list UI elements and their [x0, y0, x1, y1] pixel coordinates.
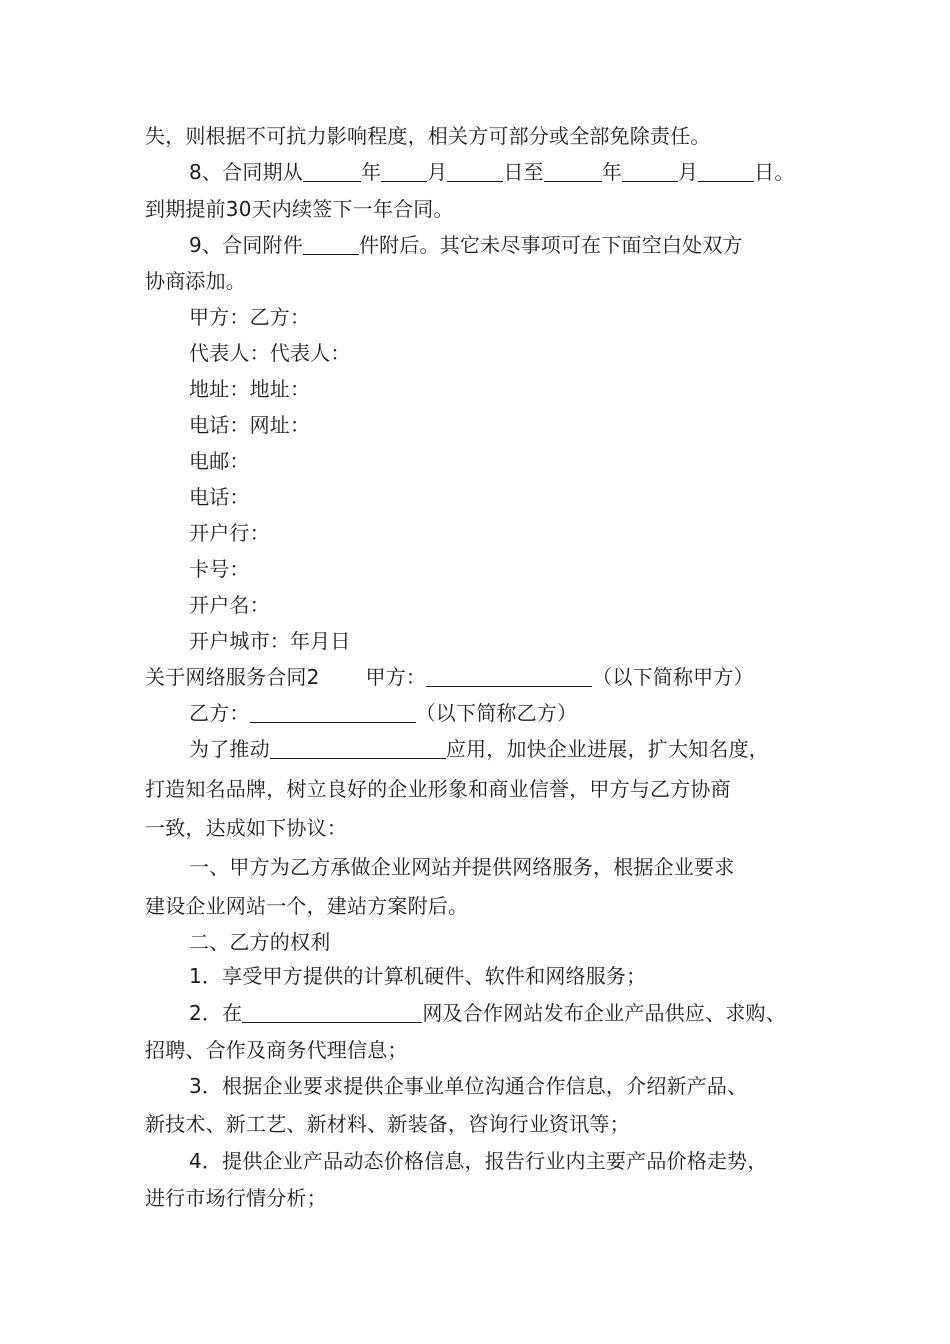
item2-line-2: 招聘、合作及商务代理信息； — [145, 1038, 408, 1062]
section2-title: 关于网络服务合同2 — [145, 665, 320, 689]
sign-line-account-city-date: 开户城市：年月日 — [189, 629, 351, 653]
party-b-blank — [250, 702, 416, 723]
item2-line-1 — [189, 1001, 786, 1025]
party-b-line — [189, 701, 577, 725]
item3-line-1: 3．根据企业要求提供企事业单位沟通合作信息，介绍新产品、 — [189, 1074, 748, 1098]
intro-line-3: 一致，达成如下协议： — [145, 816, 347, 840]
paragraph-attachments — [189, 233, 743, 257]
party-a-blank — [426, 666, 592, 687]
item4-line-2: 进行市场行情分析； — [145, 1186, 327, 1210]
paragraph-contract-period — [189, 160, 795, 184]
start-month-blank — [381, 161, 427, 182]
website-blank — [242, 1002, 422, 1023]
party-b-label: 乙方： — [189, 701, 250, 725]
end-day-label: 日。 — [754, 160, 795, 184]
end-month-label: 月 — [677, 160, 699, 184]
party-a-label: 甲方： — [365, 665, 427, 689]
sign-line-address: 地址：地址： — [189, 377, 311, 401]
start-day-label: 日至 — [503, 160, 544, 184]
sign-line-account-name: 开户名： — [189, 593, 270, 617]
section2-header-line — [145, 665, 754, 689]
party-a-suffix: （以下简称甲方） — [592, 665, 754, 689]
sign-line-parties: 甲方：乙方： — [189, 305, 311, 329]
sign-line-card-number: 卡号： — [189, 557, 250, 581]
intro-suffix: 应用，加快企业进展，扩大知名度， — [445, 737, 770, 761]
item2-prefix: 2．在 — [189, 1001, 243, 1025]
sign-line-bank: 开户行： — [189, 521, 270, 545]
intro-line-2: 打造知名品牌，树立良好的企业形象和商业信誉，甲方与乙方协商 — [145, 777, 731, 801]
attachments-suffix: 件附后。其它未尽事项可在下面空白处双方 — [358, 233, 743, 257]
sign-line-email: 电邮： — [189, 449, 250, 473]
item4-line-1: 4．提供企业产品动态价格信息，报告行业内主要产品价格走势， — [189, 1149, 768, 1173]
attachment-count-blank — [303, 234, 359, 255]
start-month-label: 月 — [427, 160, 448, 184]
intro-line-1 — [189, 737, 769, 761]
paragraph-force-majeure-end: 失，则根据不可抗力影响程度，相关方可部分或全部免除责任。 — [145, 124, 711, 148]
party-b-suffix: （以下简称乙方） — [415, 701, 578, 725]
clause2-title: 二、乙方的权利 — [189, 930, 331, 954]
intro-prefix: 为了推动 — [189, 737, 270, 761]
sign-line-phone: 电话： — [189, 485, 250, 509]
paragraph-attachments-cont: 协商添加。 — [145, 269, 246, 293]
sign-line-phone-website: 电话：网址： — [189, 413, 311, 437]
item3-line-2: 新技术、新工艺、新材料、新装备，咨询行业资讯等； — [145, 1112, 630, 1136]
clause1-line-2: 建设企业网站一个，建站方案附后。 — [145, 894, 469, 918]
start-year-label: 年 — [360, 160, 382, 184]
attachments-prefix: 9、合同附件 — [189, 233, 303, 257]
sign-line-representatives: 代表人：代表人： — [189, 341, 351, 365]
start-year-blank — [303, 161, 361, 182]
item2-suffix: 网及合作网站发布企业产品供应、求购、 — [422, 1001, 786, 1025]
clause1-line-1: 一、甲方为乙方承做企业网站并提供网络服务，根据企业要求 — [189, 855, 735, 879]
item1-line: 1．享受甲方提供的计算机硬件、软件和网络服务； — [189, 964, 647, 988]
end-day-blank — [698, 161, 754, 182]
start-day-blank — [447, 161, 503, 182]
end-year-blank — [544, 161, 602, 182]
end-year-label: 年 — [601, 160, 622, 184]
promote-blank — [270, 738, 446, 759]
end-month-blank — [622, 161, 678, 182]
paragraph-renewal: 到期提前30天内续签下一年合同。 — [145, 197, 454, 221]
contract-period-prefix: 8、合同期从 — [189, 160, 303, 184]
